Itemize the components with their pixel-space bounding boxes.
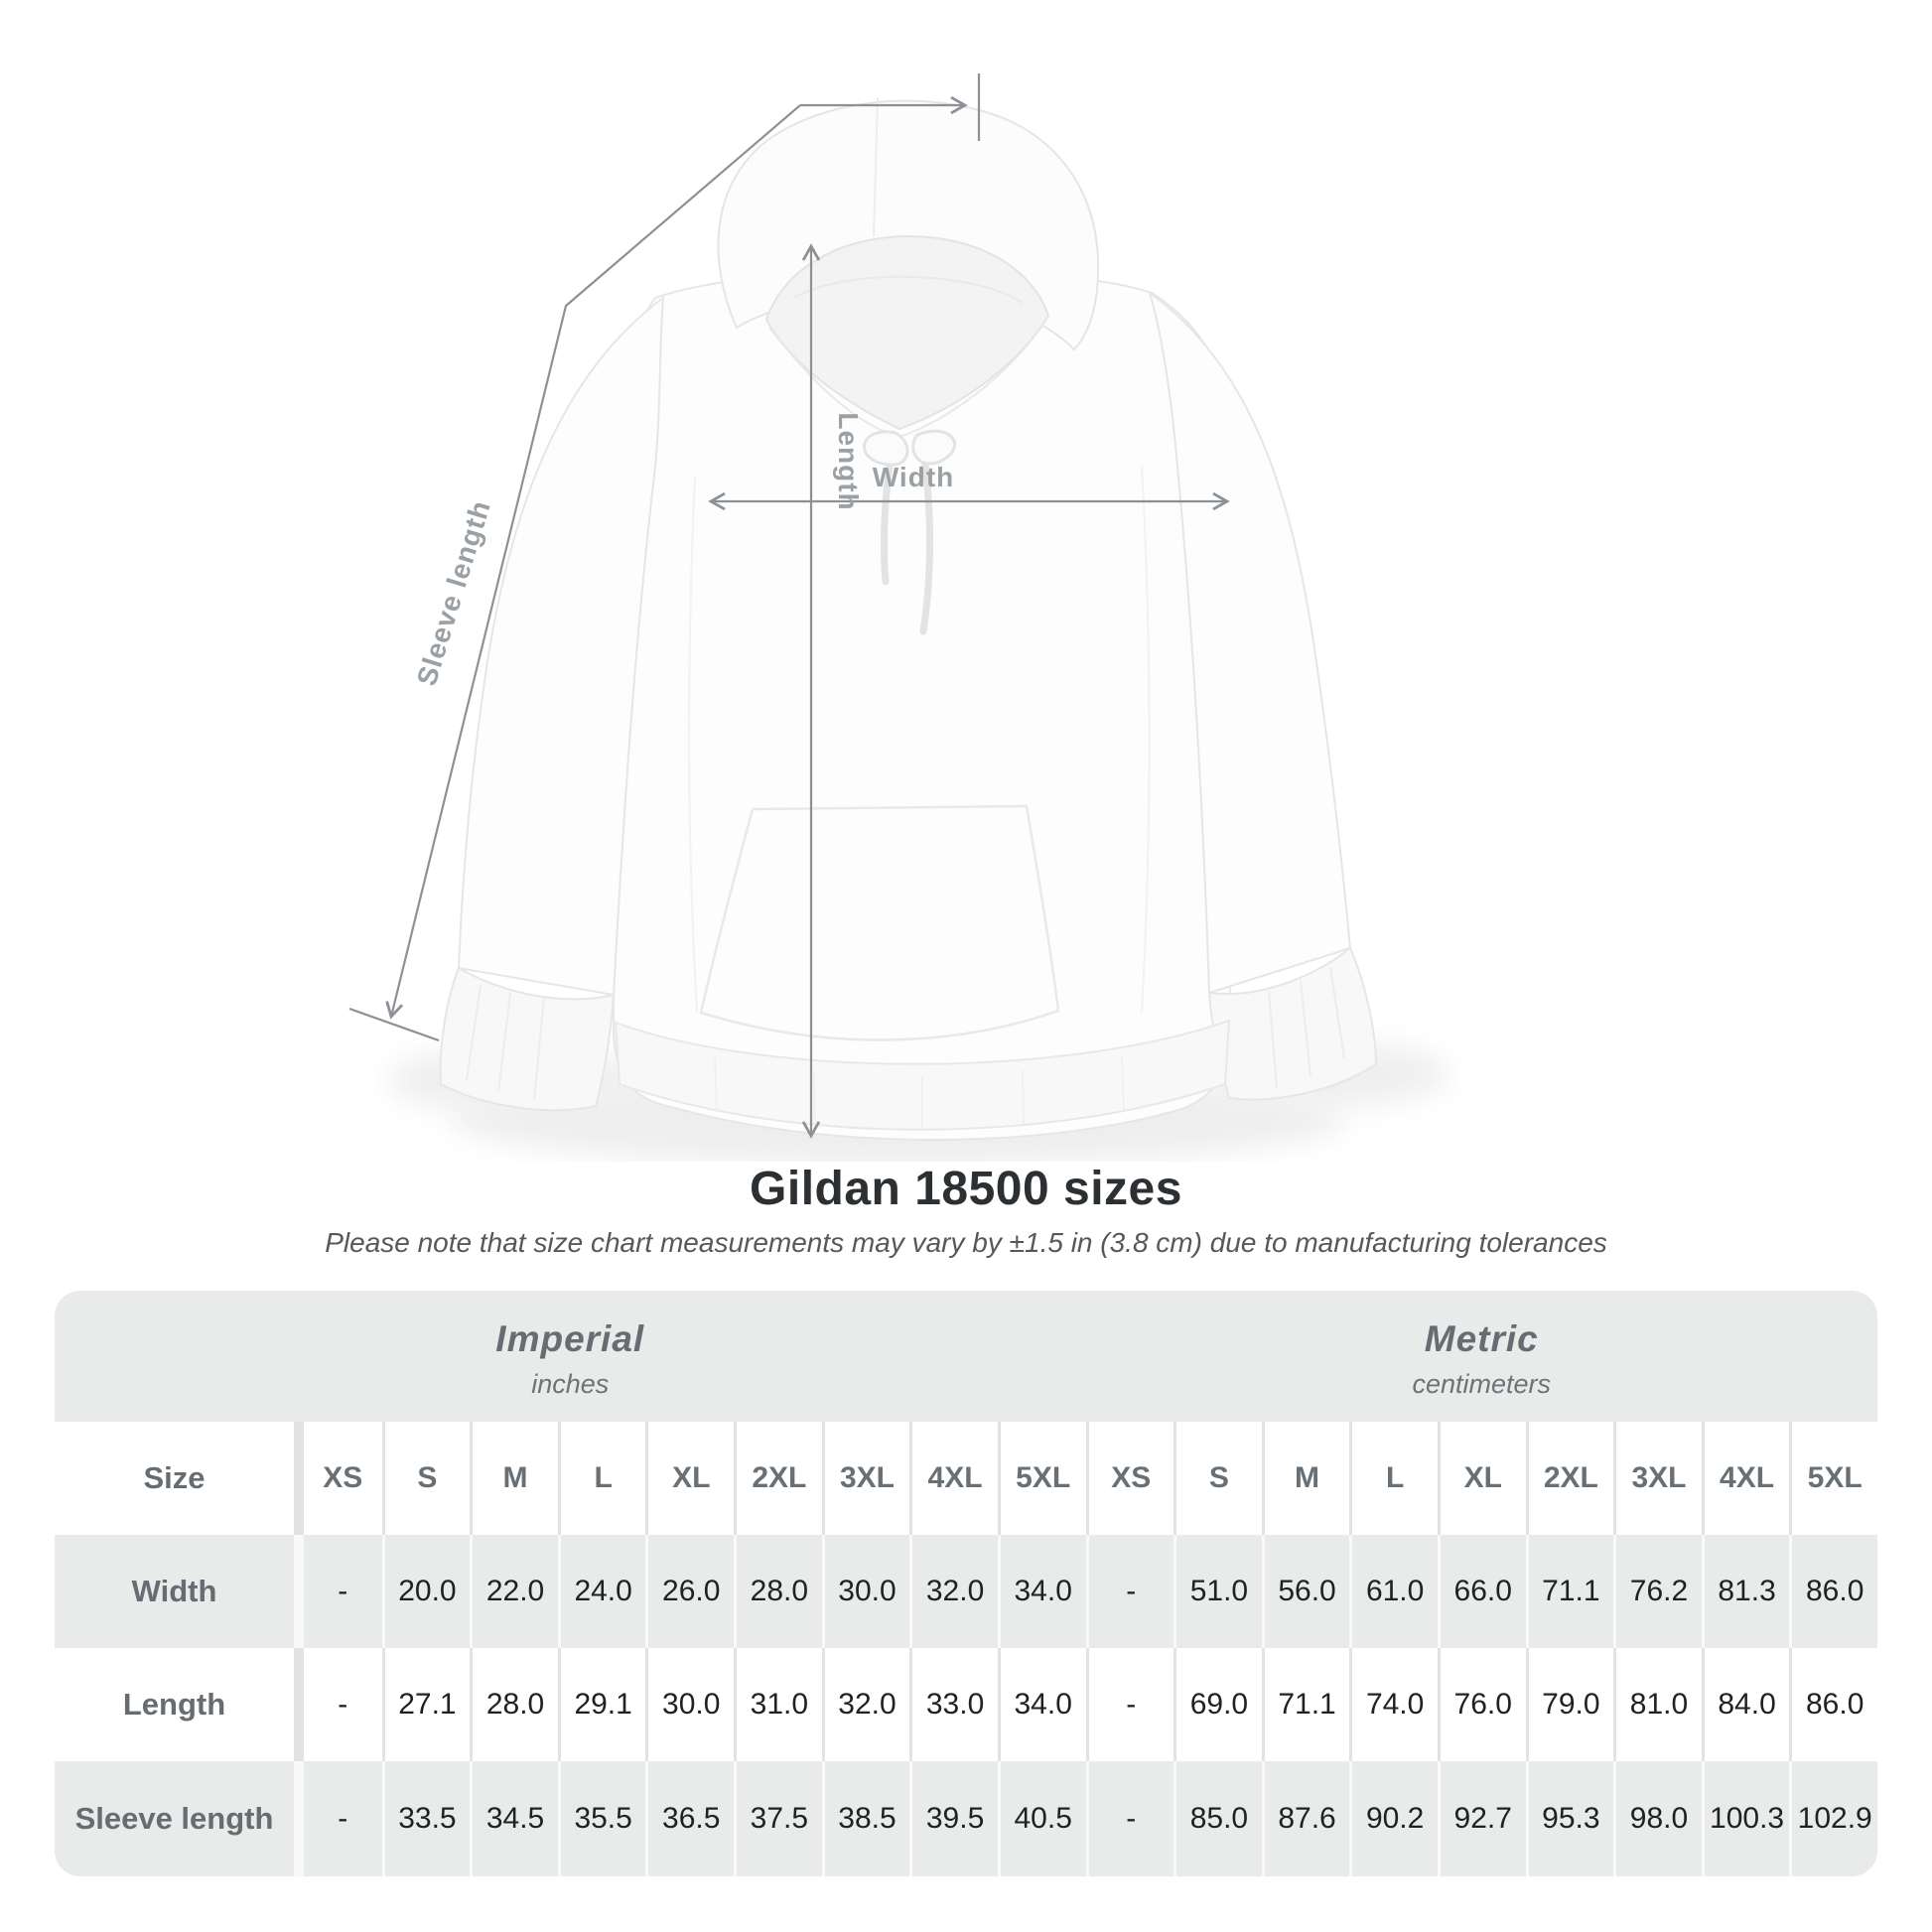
value-cell: 39.5: [909, 1761, 998, 1876]
value-cell: 76.0: [1438, 1648, 1526, 1761]
value-cell: 33.0: [909, 1648, 998, 1761]
value-cell: 34.5: [470, 1761, 558, 1876]
value-cell: 86.0: [1789, 1648, 1877, 1761]
size-column-header: L: [1349, 1422, 1438, 1535]
value-cell: 40.5: [998, 1761, 1086, 1876]
metric-unit: centimeters: [1412, 1369, 1552, 1399]
value-cell: 34.0: [998, 1648, 1086, 1761]
row-label: Width: [131, 1574, 217, 1608]
value-cell: 27.1: [382, 1648, 471, 1761]
value-cell: 69.0: [1173, 1648, 1262, 1761]
value-cell: -: [294, 1761, 382, 1876]
value-cell: -: [294, 1648, 382, 1761]
size-table-grid: [55, 1422, 1877, 1876]
value-cell: 71.1: [1262, 1648, 1350, 1761]
value-cell: 28.0: [734, 1535, 822, 1648]
size-column-header: XS: [1086, 1422, 1174, 1535]
value-cell: 24.0: [558, 1535, 646, 1648]
size-column-header: 4XL: [1702, 1422, 1790, 1535]
hoodie-illustration: [387, 97, 1449, 1162]
value-cell: 81.0: [1613, 1648, 1702, 1761]
value-cell: 26.0: [645, 1535, 734, 1648]
value-cell: 92.7: [1438, 1761, 1526, 1876]
imperial-unit: inches: [531, 1369, 610, 1399]
measurement-row: [55, 1761, 1877, 1876]
size-column-header: 2XL: [734, 1422, 822, 1535]
value-cell: 30.0: [822, 1535, 910, 1648]
size-column-header: XS: [294, 1422, 382, 1535]
value-cell: 86.0: [1789, 1535, 1877, 1648]
value-cell: 30.0: [645, 1648, 734, 1761]
size-column-header: 5XL: [998, 1422, 1086, 1535]
value-cell: -: [294, 1535, 382, 1648]
imperial-group-header: [55, 1312, 1086, 1400]
length-label: Length: [833, 412, 864, 511]
value-cell: 35.5: [558, 1761, 646, 1876]
value-cell: 81.3: [1702, 1535, 1790, 1648]
unit-group-header: [55, 1291, 1877, 1422]
metric-group-header: [1086, 1312, 1878, 1400]
kangaroo-pocket: [701, 806, 1058, 1040]
size-column-header: 5XL: [1789, 1422, 1877, 1535]
tolerance-note: Please note that size chart measurements may vary by ±1.5 in (3.8 cm) due to manufacturing tolerances: [325, 1227, 1607, 1258]
size-column-header: 3XL: [822, 1422, 910, 1535]
value-cell: 32.0: [909, 1535, 998, 1648]
value-cell: 22.0: [470, 1535, 558, 1648]
value-cell: 74.0: [1349, 1648, 1438, 1761]
size-column-title: Size: [143, 1460, 206, 1495]
size-table: [55, 1291, 1877, 1876]
value-cell: 38.5: [822, 1761, 910, 1876]
size-header-row: [55, 1422, 1877, 1535]
value-cell: 71.1: [1526, 1535, 1614, 1648]
value-cell: 61.0: [1349, 1535, 1438, 1648]
value-cell: 84.0: [1702, 1648, 1790, 1761]
value-cell: 51.0: [1173, 1535, 1262, 1648]
measurement-row: [55, 1648, 1877, 1761]
value-cell: 56.0: [1262, 1535, 1350, 1648]
value-cell: 34.0: [998, 1535, 1086, 1648]
imperial-label: Imperial: [495, 1318, 645, 1359]
value-cell: 20.0: [382, 1535, 471, 1648]
value-cell: 32.0: [822, 1648, 910, 1761]
value-cell: 37.5: [734, 1761, 822, 1876]
value-cell: 100.3: [1702, 1761, 1790, 1876]
value-cell: -: [1086, 1761, 1174, 1876]
metric-label: Metric: [1424, 1318, 1539, 1359]
measurement-row: [55, 1535, 1877, 1648]
value-cell: 85.0: [1173, 1761, 1262, 1876]
size-column-header: XL: [645, 1422, 734, 1535]
value-cell: 66.0: [1438, 1535, 1526, 1648]
value-cell: 79.0: [1526, 1648, 1614, 1761]
value-cell: -: [1086, 1535, 1174, 1648]
value-cell: 36.5: [645, 1761, 734, 1876]
row-label: Sleeve length: [74, 1801, 274, 1836]
sleeve-bottom-tick: [349, 1009, 439, 1040]
size-column-header: XL: [1438, 1422, 1526, 1535]
value-cell: -: [1086, 1648, 1174, 1761]
size-column-header: 2XL: [1526, 1422, 1614, 1535]
width-label: Width: [872, 462, 955, 492]
value-cell: 31.0: [734, 1648, 822, 1761]
size-column-header: M: [1262, 1422, 1350, 1535]
page-title: Gildan 18500 sizes: [750, 1163, 1182, 1215]
row-label: Length: [122, 1687, 226, 1722]
value-cell: 76.2: [1613, 1535, 1702, 1648]
size-column-header: M: [470, 1422, 558, 1535]
value-cell: 87.6: [1262, 1761, 1350, 1876]
value-cell: 33.5: [382, 1761, 471, 1876]
value-cell: 95.3: [1526, 1761, 1614, 1876]
value-cell: 29.1: [558, 1648, 646, 1761]
value-cell: 98.0: [1613, 1761, 1702, 1876]
value-cell: 90.2: [1349, 1761, 1438, 1876]
sleeve-length-label: Sleeve length: [410, 496, 497, 690]
value-cell: 102.9: [1789, 1761, 1877, 1876]
size-column-header: 3XL: [1613, 1422, 1702, 1535]
value-cell: 28.0: [470, 1648, 558, 1761]
size-column-header: S: [382, 1422, 471, 1535]
size-column-header: L: [558, 1422, 646, 1535]
size-column-header: 4XL: [909, 1422, 998, 1535]
size-column-header: S: [1173, 1422, 1262, 1535]
